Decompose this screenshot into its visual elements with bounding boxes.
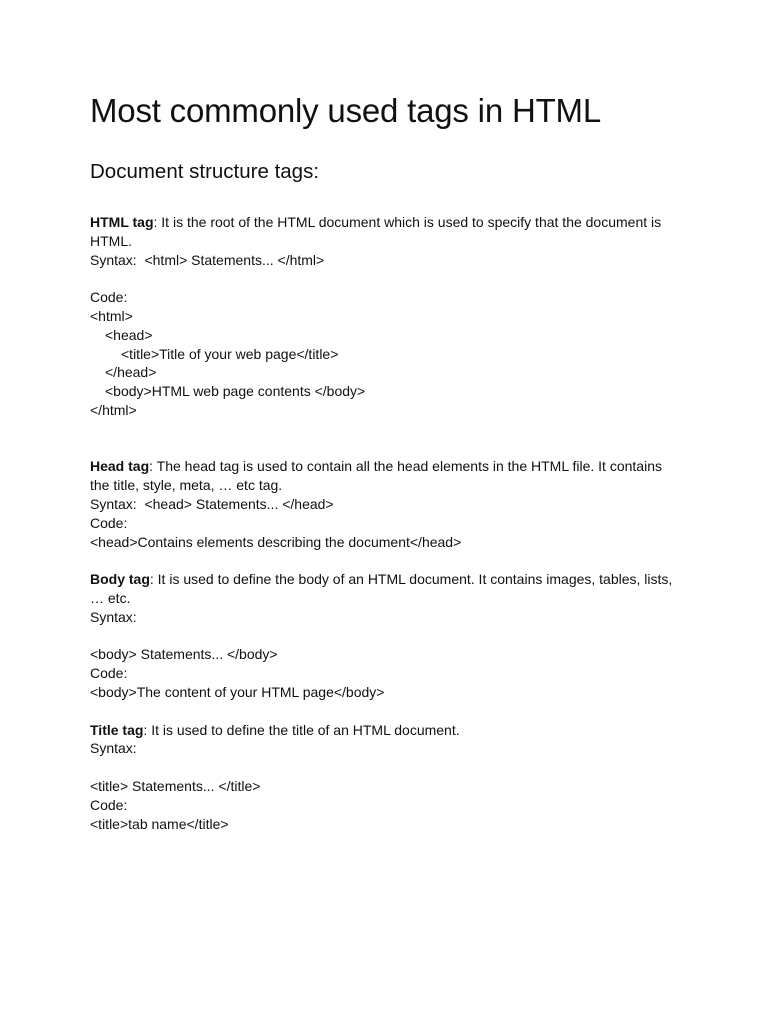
spacer — [90, 420, 680, 439]
code-line: <title>tab name</title> — [90, 815, 229, 832]
spacer — [90, 551, 680, 570]
section-heading: Document structure tags: — [90, 160, 320, 183]
html-tag-description: : It is the root of the HTML document which is used to specify that the document is HTML. — [90, 214, 662, 249]
spacer — [90, 269, 680, 288]
head-tag-paragraph — [90, 457, 680, 495]
spacer — [90, 439, 680, 458]
code-line: <head>Contains elements describing the document</head> — [90, 533, 462, 550]
code-line: <body>HTML web page contents </body> — [105, 383, 366, 400]
title-tag-description: : It is used to define the title of an HTML document. — [143, 721, 460, 738]
body-tag-description: : It is used to define the body of an HTML document. It contains images, tables, lists, … etc. — [90, 571, 673, 606]
body-tag-paragraph — [90, 570, 680, 608]
code-line: <body>The content of your HTML page</body> — [90, 683, 385, 700]
head-tag-description: : The head tag is used to contain all the head elements in the HTML file. It contains the title, style, meta, … etc tag. — [90, 458, 662, 494]
code-line: <html> — [90, 307, 133, 324]
head-tag-code-label: Code: — [90, 514, 128, 531]
body-tag-syntax-label: Syntax: — [90, 608, 137, 625]
document-title: Most commonly used tags in HTML — [90, 92, 601, 129]
spacer — [90, 758, 680, 777]
head-tag-term: Head tag — [90, 458, 150, 475]
html-tag-term: HTML tag — [90, 214, 154, 230]
spacer — [90, 627, 680, 646]
code-line: </html> — [90, 401, 137, 418]
code-line: <title>Title of your web page</title> — [121, 345, 339, 362]
code-line: </head> — [105, 364, 157, 381]
title-tag-syntax-label: Syntax: — [90, 740, 137, 757]
document-body — [90, 213, 680, 833]
html-tag-paragraph — [90, 213, 680, 251]
head-tag-syntax: Syntax: <head> Statements... </head> — [90, 495, 334, 512]
title-tag-syntax-value: <title> Statements... </title> — [90, 777, 261, 794]
title-tag-paragraph — [90, 721, 680, 740]
html-tag-code-label: Code: — [90, 289, 128, 306]
body-tag-code-label: Code: — [90, 665, 128, 682]
body-tag-syntax-value: <body> Statements... </body> — [90, 646, 278, 663]
spacer — [90, 702, 680, 721]
title-tag-term: Title tag — [90, 721, 144, 738]
html-tag-syntax: Syntax: <html> Statements... </html> — [90, 251, 325, 268]
title-tag-code-label: Code: — [90, 796, 128, 813]
code-line: <head> — [105, 326, 153, 343]
body-tag-term: Body tag — [90, 571, 150, 588]
